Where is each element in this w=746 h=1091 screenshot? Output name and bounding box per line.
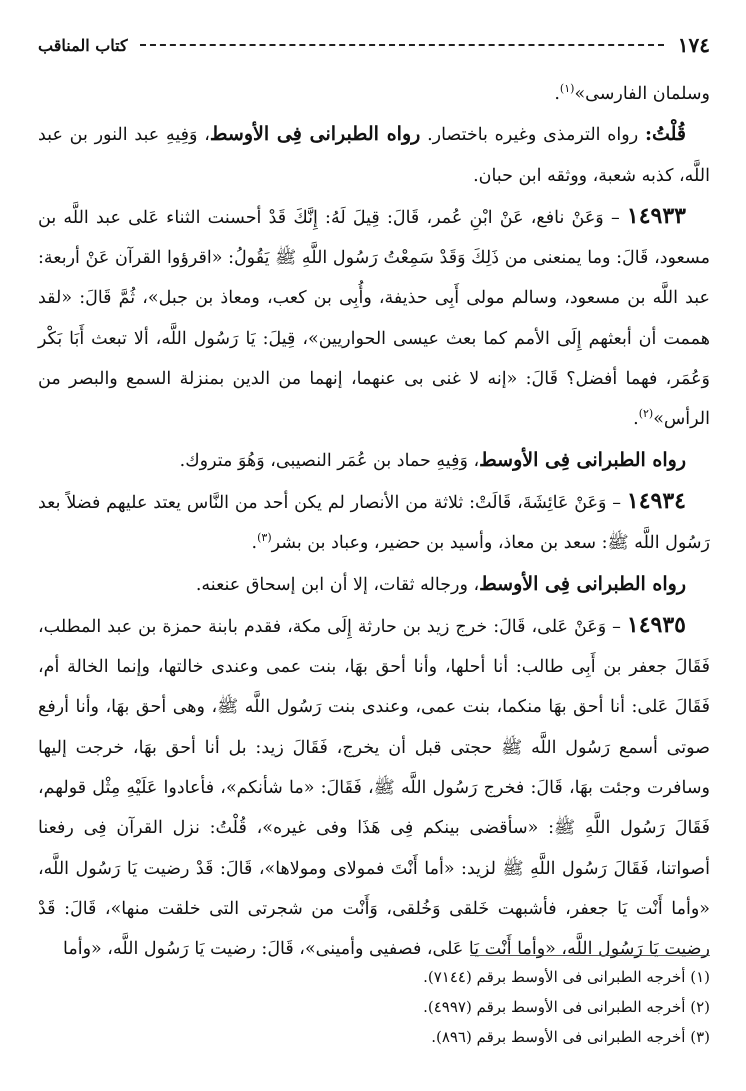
paragraph-continuation: وسلمان الفارسى»$^{(١)}$. (554, 82, 710, 104)
footnote-1: (١) أخرجه الطبرانى فى الأوسط برقم (٧١٤٤). (423, 968, 710, 986)
source-attribution: رواه الطبرانى فِى الأوسط (209, 123, 421, 146)
page-body (38, 74, 710, 970)
footnotes (210, 962, 710, 1052)
commentary-paragraph: قُلْتُ: رواه الترمذى وغيره باختصار. رواه الطبرانى فِى الأوسط، وَفِيهِ عبد النور بن عبد اللَّه، كذبه شعبة، ووثقه ابن حبان. (38, 123, 710, 186)
hadith-14935: ١٤٩٣٥ – وَعَنْ عَلى، قَالَ: خرج زيد بن حارثة إِلَى مكة، فقدم بابنة حمزة بن عبد المطلب، فَقَالَ جعفر بن أَبِى طالب: أنا أحلها، وأنا أحق بهَا، بنت عمى وعندى خالتها، وإنما الخالة أم، فَقَالَ عَلى: أنا أحق بهَا منكما، بنت عمى، وعندى بنت رَسُول اللَّه ﷺ، وهى أحق بهَا، وأنا أرفع صوتى أسمع رَسُول اللَّه ﷺ حجتى قبل أن يخرج، فَقَالَ زيد: بل أنا أحق بهَا، خرجت إليها وسافرت وجئت بهَا، قَالَ: فخرج رَسُول اللَّه ﷺ، فَقَالَ: «ما شأنكم»، فأعادوا عَلَيْهِ مِثْل قولهم، فَقَالَ رَسُول اللَّهِ ﷺ: «سأقضى بينكم فِى هَذَا وفى غيره»، قُلْتُ: نزل القرآن فِى رفعنا أصواتنا، فَقَالَ رَسُول اللَّهِ ﷺ لزيد: «أما أَنْتَ فمولاى ومولاها»، قَالَ: قَدْ رضيت يَا رَسُول اللَّه، «وأما أَنْت يَا جعفر، فأشبهت خَلقى وَخُلقى، وَأَنْت من شجرتى التى خلقت منها»، قَالَ: قَدْ رضيت يَا رَسُول اللَّه، «وأما أَنْت يَا عَلى، فصفيى وأمينى»، قَالَ: رضيت يَا رَسُول اللَّه، «وأما (38, 611, 710, 960)
grading-paragraph: رواه الطبرانى فِى الأوسط، ورجاله ثقات، إلا أن ابن إسحاق عنعنه. (195, 572, 686, 595)
source-attribution: رواه الطبرانى فِى الأوسط (479, 572, 686, 595)
hadith-number: ١٤٩٣٥ (626, 611, 686, 638)
grading-paragraph: رواه الطبرانى فِى الأوسط، وَفِيهِ حماد بن عُمَر النصيبى، وَهُوَ متروك. (179, 448, 686, 471)
hadith-number: ١٤٩٣٤ (626, 487, 686, 514)
footnote-ref: (٢) (638, 407, 654, 421)
running-title: كتاب المناقب (38, 35, 128, 55)
hadith-number: ١٤٩٣٣ (626, 202, 686, 229)
qultu-label: قُلْتُ: (644, 123, 686, 146)
footnote-ref: (٣) (257, 531, 272, 545)
hadith-14933: ١٤٩٣٣ – وَعَنْ نافع، عَنْ ابْنِ عُمر، قَالَ: قِيلَ لَهُ: إِنَّكَ قَدْ أحسنت الثناء عَلى عبد اللَّه بن مسعود، قَالَ: وما يمنعنى من ذَلِكَ وَقَدْ سَمِعْتُ رَسُول اللَّهِ ﷺ يَقُولُ: «اقرؤوا القرآن عَنْ أربعة: عبد اللَّه بن مسعود، وسالم مولى أَبِى حذيفة، وأُبِى بن كعب، ومعاذ بن جبل»، ثُمَّ قَالَ: «لقد هممت أن أبعثهم إِلَى الأمم كما بعث عيسى الحواريين»، قِيلَ: يَا رَسُول اللَّه، ألا تبعث أَبَا بَكْر وَعُمَر، فهما أفضل؟ قَالَ: «إنه لا غنى بى عنهما، إنهما من الدين بمنزلة السمع والبصر من الرأس»$^{(٢)}$. (38, 202, 710, 430)
source-attribution: رواه الطبرانى فِى الأوسط (479, 448, 686, 471)
page-header (38, 30, 710, 60)
footnote-separator (470, 955, 710, 956)
hadith-14934: ١٤٩٣٤ – وَعَنْ عَائِشَةَ، قَالَتْ: ثلاثة من الأنصار لم يكن أحد من النَّاس يعتد عليهم فضلاً بعد رَسُول اللَّه ﷺ: سعد بن معاذ، وأسيد بن حضير، وعباد بن بشر$^{(٣)}$. (38, 487, 710, 554)
footnote-2: (٢) أخرجه الطبرانى فى الأوسط برقم (٤٩٩٧). (423, 998, 710, 1016)
page-number: ١٧٤ (677, 33, 710, 57)
footnote-3: (٣) أخرجه الطبرانى فى الأوسط برقم (٨٩٦). (431, 1028, 710, 1046)
footnote-ref: (١) (559, 82, 575, 96)
header-dashed-rule (140, 44, 664, 46)
